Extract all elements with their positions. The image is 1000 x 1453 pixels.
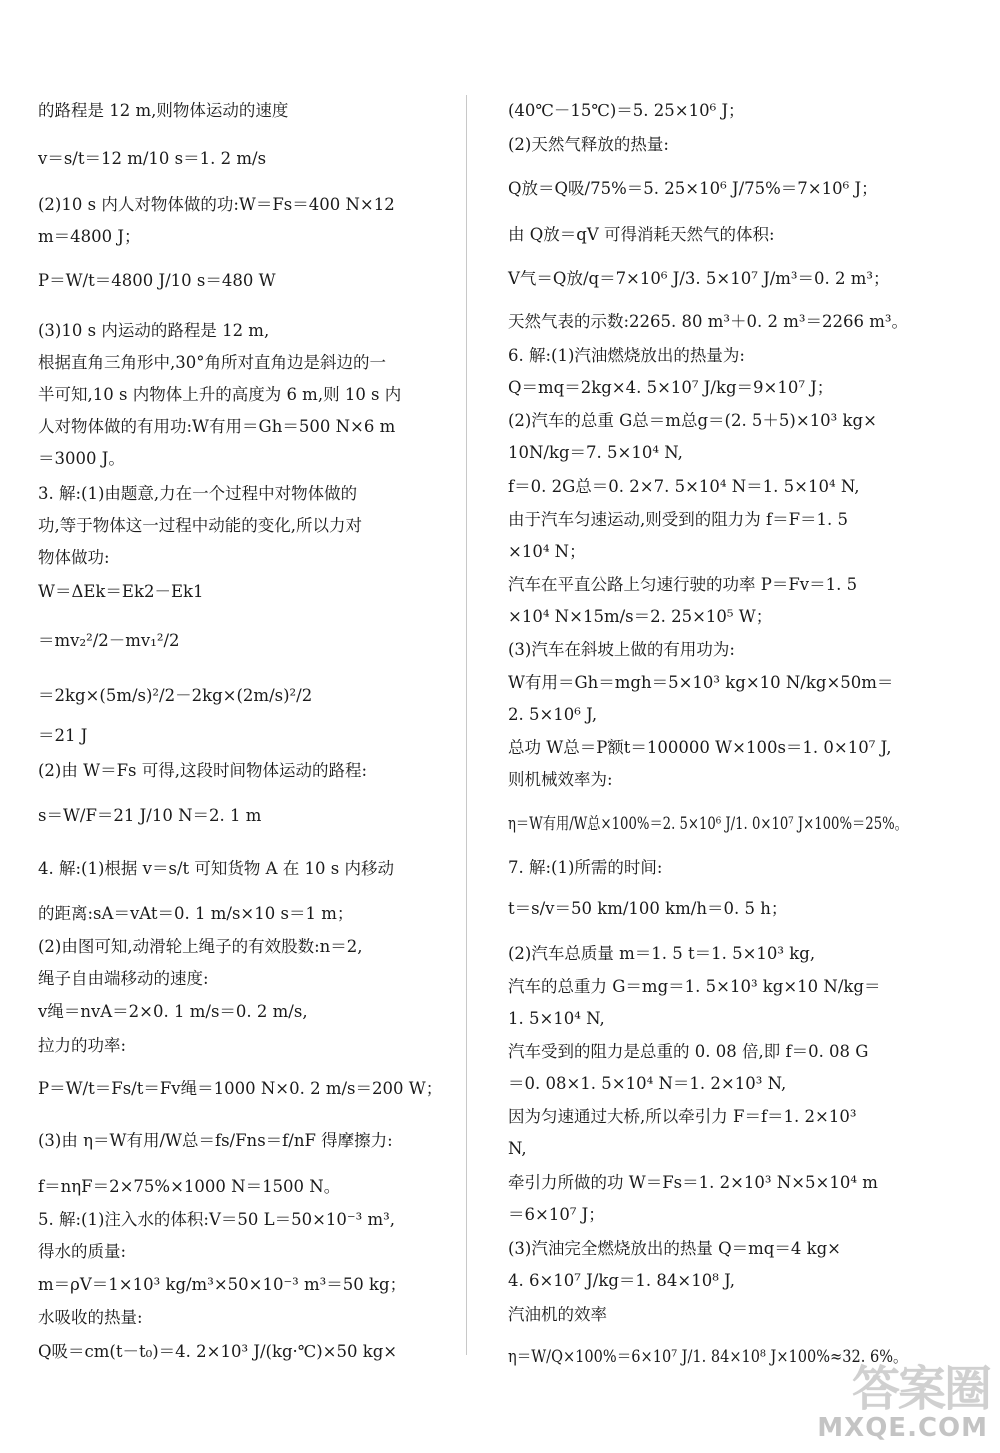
left-text-line: 绳子自由端移动的速度: [38,969,209,988]
right-text-line: 因为匀速通过大桥,所以牵引力 F＝f＝1. 2×10³ [508,1107,857,1126]
left-text-line: 根据直角三角形中,30°角所对直角边是斜边的一 [38,353,386,372]
left-text-line: W＝ΔEk＝Ek2－Ek1 [38,582,204,601]
left-text-line: ＝3000 J。 [38,449,125,468]
left-text-line: ＝2kg×(5m/s)²/2－2kg×(2m/s)²/2 [38,686,313,705]
left-text-line: f＝nηF＝2×75%×1000 N＝1500 N。 [38,1177,341,1196]
right-text-line: 4. 6×10⁷ J/kg＝1. 84×10⁸ J, [508,1271,735,1290]
right-text-line: (3)汽车在斜坡上做的有用功为: [508,640,735,659]
left-text-line: 半可知,10 s 内物体上升的高度为 6 m,则 10 s 内 [38,385,402,404]
right-text-line: W有用＝Gh＝mgh＝5×10³ kg×10 N/kg×50m＝ [508,673,894,692]
right-text-line: η＝W有用/W总×100%＝2. 5×10⁶ J/1. 0×10⁷ J×100%＝25%。 [508,814,908,833]
left-text-line: (3)由 η＝W有用/W总＝fs/Fns＝f/nF 得摩擦力: [38,1131,393,1150]
right-text-line: Q＝mq＝2kg×4. 5×10⁷ J/kg＝9×10⁷ J； [508,378,834,397]
left-text-line: (2)10 s 内人对物体做的功:W＝Fs＝400 N×12 [38,195,395,214]
left-text-line: 3. 解:(1)由题意,力在一个过程中对物体做的 [38,484,358,503]
left-text-line: (2)由图可知,动滑轮上绳子的有效股数:n＝2, [38,937,363,956]
column-divider [466,95,467,1355]
right-text-line: 汽车受到的阻力是总重的 0. 08 倍,即 f＝0. 08 G [508,1042,869,1061]
left-text-line: 5. 解:(1)注入水的体积:V＝50 L＝50×10⁻³ m³, [38,1210,395,1229]
left-text-line: (2)由 W＝Fs 可得,这段时间物体运动的路程: [38,761,368,780]
right-text-line: f＝0. 2G总＝0. 2×7. 5×10⁴ N＝1. 5×10⁴ N, [508,477,860,496]
left-text-line: (3)10 s 内运动的路程是 12 m, [38,321,270,340]
left-text-line: 拉力的功率: [38,1036,127,1055]
right-text-line: 6. 解:(1)汽油燃烧放出的热量为: [508,346,745,365]
right-text-line: Q放＝Q吸/75%＝5. 25×10⁶ J/75%＝7×10⁶ J； [508,179,878,198]
watermark-top: 答案圈 [851,1361,990,1417]
right-text-line: 汽车在平直公路上匀速行驶的功率 P＝Fv＝1. 5 [508,575,858,594]
right-text-line: ×10⁴ N×15m/s＝2. 25×10⁵ W； [508,607,773,626]
right-text-line: 由于汽车匀速运动,则受到的阻力为 f＝F＝1. 5 [508,510,849,529]
right-text-line: V气＝Q放/q＝7×10⁶ J/3. 5×10⁷ J/m³＝0. 2 m³； [508,269,890,288]
left-text-line: 4. 解:(1)根据 v＝s/t 可知货物 A 在 10 s 内移动 [38,859,394,878]
left-text-line: 功,等于物体这一过程中动能的变化,所以力对 [38,516,362,535]
right-text-line: 由 Q放＝qV 可得消耗天然气的体积: [508,225,775,244]
right-text-line: N, [508,1139,527,1158]
left-text-line: m＝4800 J； [38,227,141,246]
right-text-line: ×10⁴ N； [508,542,586,561]
right-text-line: (40℃－15℃)＝5. 25×10⁶ J； [508,101,745,120]
watermark-logo [819,1350,994,1445]
right-text-line: 2. 5×10⁶ J, [508,705,598,724]
right-text-line: 7. 解:(1)所需的时间: [508,858,663,877]
left-text-line: 的距离:sA＝vAt＝0. 1 m/s×10 s＝1 m； [38,904,354,923]
left-text-line: 得水的质量: [38,1242,127,1261]
left-text-line: 水吸收的热量: [38,1308,143,1327]
left-text-line: 物体做功: [38,548,110,567]
right-text-line: t＝s/v＝50 km/100 km/h＝0. 5 h； [508,899,788,918]
left-text-line: Q吸＝cm(t－t₀)＝4. 2×10³ J/(kg·℃)×50 kg× [38,1342,398,1361]
left-text-line: P＝W/t＝Fs/t＝Fv绳＝1000 N×0. 2 m/s＝200 W； [38,1079,443,1098]
left-text-line: P＝W/t＝4800 J/10 s＝480 W [38,271,276,290]
left-text-line: s＝W/F＝21 J/10 N＝2. 1 m [38,806,262,825]
right-text-line: (2)天然气释放的热量: [508,135,669,154]
right-text-line: ＝0. 08×1. 5×10⁴ N＝1. 2×10³ N, [508,1074,787,1093]
left-text-line: ＝21 J [38,726,88,745]
right-text-line: 10N/kg＝7. 5×10⁴ N, [508,443,683,462]
right-text-line: 牵引力所做的功 W＝Fs＝1. 2×10³ N×5×10⁴ m [508,1173,878,1192]
watermark-bottom: MXQE.COM [817,1413,988,1443]
left-text-line: v绳＝nvA＝2×0. 1 m/s＝0. 2 m/s, [38,1002,308,1021]
left-text-line: v＝s/t＝12 m/10 s＝1. 2 m/s [38,149,267,168]
left-text-line: 人对物体做的有用功:W有用＝Gh＝500 N×6 m [38,417,396,436]
left-text-line: 的路程是 12 m,则物体运动的速度 [38,101,289,120]
right-text-line: 总功 W总＝P额t＝100000 W×100s＝1. 0×10⁷ J, [508,738,892,757]
right-text-line: 则机械效率为: [508,770,613,789]
left-text-line: m＝ρV＝1×10³ kg/m³×50×10⁻³ m³＝50 kg； [38,1275,407,1294]
right-text-line: (2)汽车的总重 G总＝m总g＝(2. 5＋5)×10³ kg× [508,411,877,430]
left-text-line: ＝mv₂²/2－mv₁²/2 [38,631,180,650]
right-text-line: η＝W/Q×100%＝6×10⁷ J/1. 84×10⁸ J×100%≈32. 6%。 [508,1347,908,1366]
right-text-line: (3)汽油完全燃烧放出的热量 Q＝mq＝4 kg× [508,1239,841,1258]
right-text-line: 汽车的总重力 G＝mg＝1. 5×10³ kg×10 N/kg＝ [508,977,881,996]
right-text-line: 1. 5×10⁴ N, [508,1009,605,1028]
right-text-line: 天然气表的示数:2265. 80 m³＋0. 2 m³＝2266 m³。 [508,312,909,331]
right-text-line: 汽油机的效率 [508,1305,607,1324]
right-text-line: ＝6×10⁷ J； [508,1205,605,1224]
right-text-line: (2)汽车总质量 m＝1. 5 t＝1. 5×10³ kg, [508,944,816,963]
